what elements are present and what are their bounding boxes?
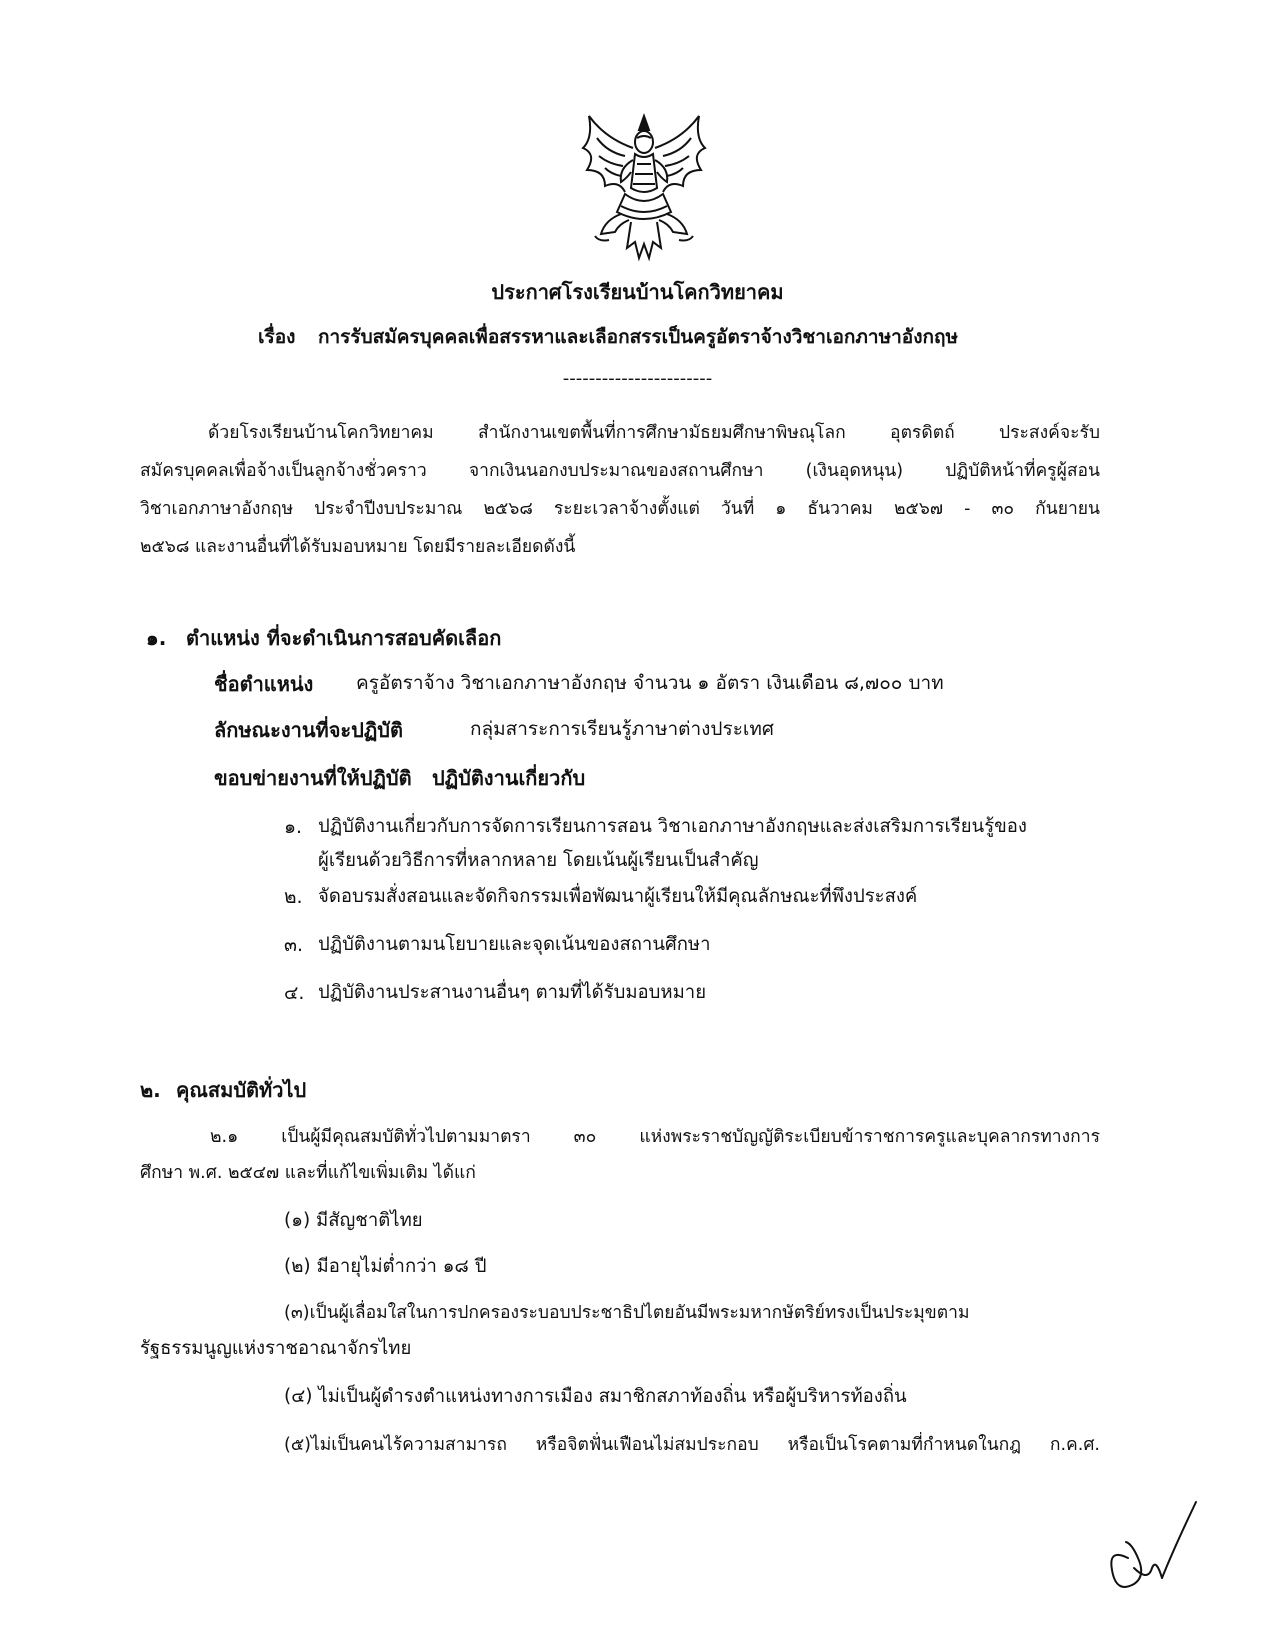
- duty-3-text: ปฏิบัติงานตามนโยบายและจุดเน้นของสถานศึกษา: [318, 934, 711, 955]
- intro-line-1: ด้วยโรงเรียนบ้านโคกวิทยาคม สำนักงานเขตพื้นที่การศึกษามัธยมศึกษาพิษณุโลก อุตรดิตถ์ ประสงค์จะรับ: [208, 423, 1100, 443]
- work-value: กลุ่มสาระการเรียนรู้ภาษาต่างประเทศ: [470, 718, 774, 740]
- section2-heading: คุณสมบัติทั่วไป: [176, 1078, 307, 1102]
- separator-line: -----------------------: [562, 368, 713, 389]
- clause-2-1-line-2: ศึกษา พ.ศ. ๒๕๔๗ และที่แก้ไขเพิ่มเติม ได้แก่: [140, 1163, 476, 1183]
- clause-2-1-line-1: ๒.๑ เป็นผู้มีคุณสมบัติทั่วไปตามมาตรา ๓๐ แห่งพระราชบัญญัติระเบียบข้าราชการครูและบุคลากรทางการ: [210, 1127, 1100, 1147]
- qualification-1: (๑) มีสัญชาติไทย: [284, 1210, 423, 1231]
- section1-heading: ตำแหน่ง ที่จะดำเนินการสอบคัดเลือก: [186, 626, 502, 650]
- duty-3-number: ๓.: [284, 934, 304, 956]
- subject-text: การรับสมัครบุคคลเพื่อสรรหาและเลือกสรรเป็นครูอัตราจ้างวิชาเอกภาษาอังกฤษ: [318, 326, 958, 348]
- announcement-title: ประกาศโรงเรียนบ้านโคกวิทยาคม: [491, 280, 784, 304]
- qualification-5: (๕)ไม่เป็นคนไร้ความสามารถ หรือจิตฟั่นเฟือนไม่สมประกอบ หรือเป็นโรคตามที่กำหนดในกฎ ก.ค.ศ.: [284, 1435, 1100, 1455]
- handwritten-signature-icon: [1098, 1498, 1198, 1598]
- work-label: ลักษณะงานที่จะปฏิบัติ: [214, 718, 403, 742]
- duty-1-number: ๑.: [284, 816, 303, 838]
- duty-1-line-1: ปฏิบัติงานเกี่ยวกับการจัดการเรียนการสอน วิชาเอกภาษาอังกฤษและส่งเสริมการเรียนรู้ของ: [318, 816, 1027, 837]
- duty-2-text: จัดอบรมสั่งสอนและจัดกิจกรรมเพื่อพัฒนาผู้เรียนให้มีคุณลักษณะที่พึงประสงค์: [318, 886, 918, 907]
- duty-4-number: ๔.: [284, 982, 305, 1004]
- duty-1-line-2: ผู้เรียนด้วยวิธีการที่หลากหลาย โดยเน้นผู้เรียนเป็นสำคัญ: [318, 850, 759, 871]
- section1-number: ๑.: [146, 626, 167, 650]
- intro-line-2: สมัครบุคคลเพื่อจ้างเป็นลูกจ้างชั่วคราว จากเงินนอกงบประมาณของสถานศึกษา (เงินอุดหนุน) ปฏิบัติหน้าที่ครูผู้สอน: [140, 461, 1100, 481]
- duty-2-number: ๒.: [284, 886, 303, 908]
- qualification-3-line-2: รัฐธรรมนูญแห่งราชอาณาจักรไทย: [140, 1338, 412, 1359]
- intro-line-3: วิชาเอกภาษาอังกฤษ ประจำปีงบประมาณ ๒๕๖๘ ระยะเวลาจ้างตั้งแต่ วันที่ ๑ ธันวาคม ๒๕๖๗ - ๓๐ กันยายน: [140, 499, 1100, 519]
- qualification-4: (๔) ไม่เป็นผู้ดำรงตำแหน่งทางการเมือง สมาชิกสภาท้องถิ่น หรือผู้บริหารท้องถิ่น: [284, 1386, 907, 1407]
- duty-4-text: ปฏิบัติงานประสานงานอื่นๆ ตามที่ได้รับมอบหมาย: [318, 982, 707, 1003]
- section2-number: ๒.: [140, 1078, 161, 1102]
- scope-value: ปฏิบัติงานเกี่ยวกับ: [432, 766, 586, 790]
- qualification-2: (๒) มีอายุไม่ต่ำกว่า ๑๘ ปี: [284, 1256, 487, 1277]
- position-value: ครูอัตราจ้าง วิชาเอกภาษาอังกฤษ จำนวน ๑ อัตรา เงินเดือน ๘,๗๐๐ บาท: [356, 672, 944, 694]
- position-label: ชื่อตำแหน่ง: [214, 672, 314, 696]
- scope-label: ขอบข่ายงานที่ให้ปฏิบัติ: [214, 766, 412, 790]
- intro-line-4: ๒๕๖๘ และงานอื่นที่ได้รับมอบหมาย โดยมีรายละเอียดดังนี้: [140, 537, 576, 557]
- qualification-3-line-1: (๓)เป็นผู้เลื่อมใสในการปกครองระบอบประชาธิปไตยอันมีพระมหากษัตริย์ทรงเป็นประมุขตาม: [284, 1303, 970, 1323]
- subject-label: เรื่อง: [258, 326, 296, 348]
- garuda-emblem-icon: [575, 108, 713, 268]
